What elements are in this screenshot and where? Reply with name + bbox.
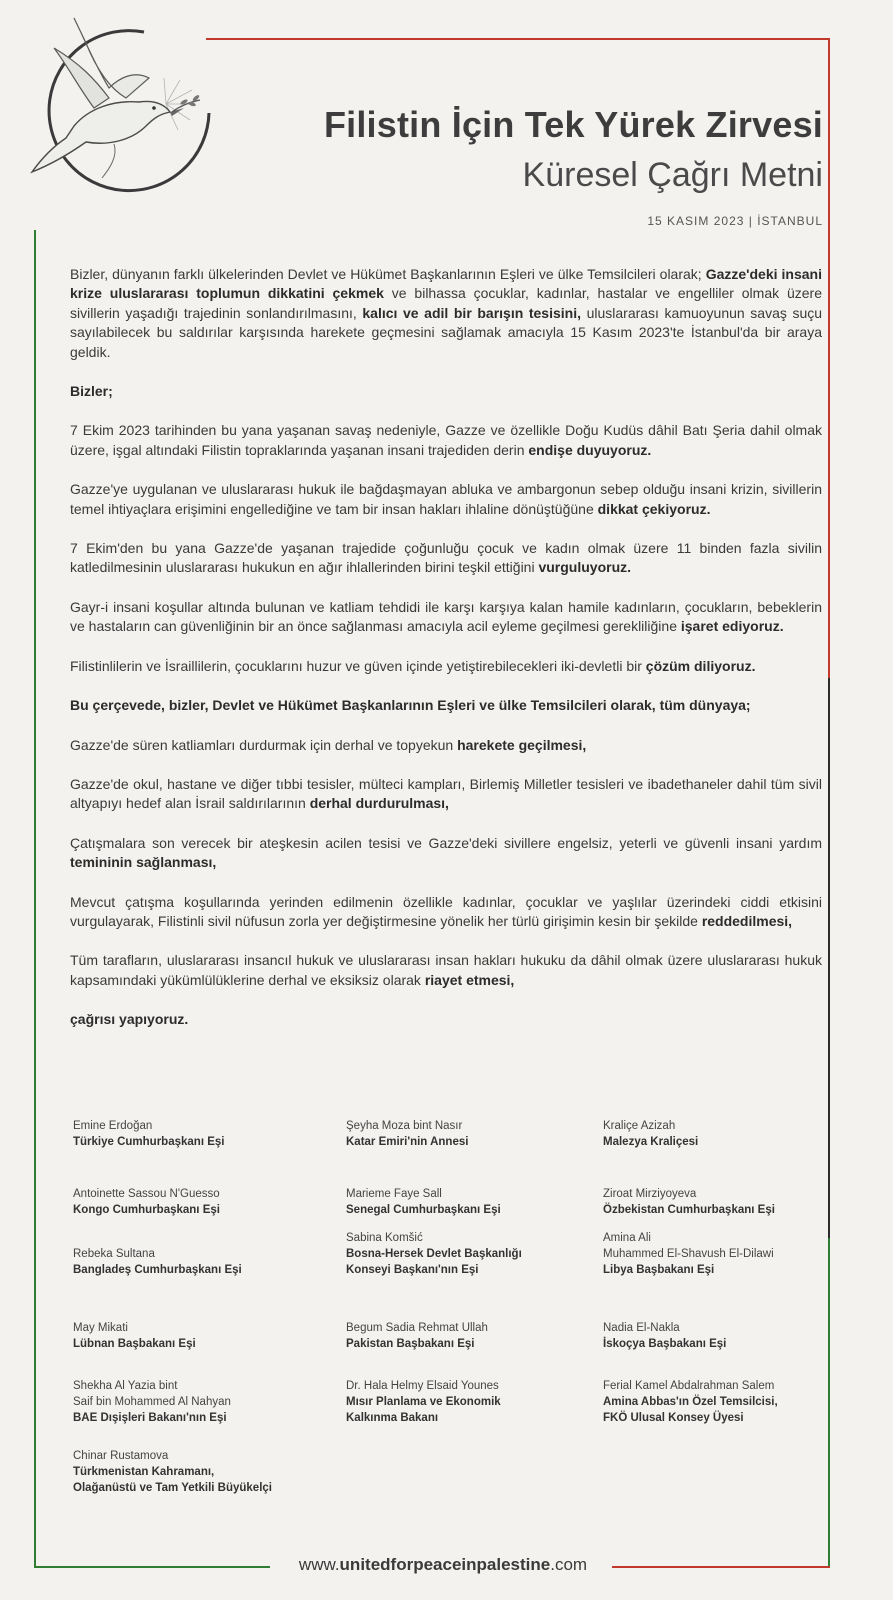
signatory-name: Saif bin Mohammed Al Nahyan [73,1396,231,1408]
paragraph-text: 7 Ekim'den bu yana Gazze'de yaşanan trajedide çoğunluğu çocuk ve kadın olmak üzere 11 binden fazla sivilin katledilmesinin uluslararası hukukun en ağır ihlallerinden birini teşkil ettiğini [70,540,822,576]
paragraph [70,480,822,519]
signatory-name: Begum Sadia Rehmat Ullah [346,1322,488,1334]
signatory [73,1246,242,1278]
paragraph [70,598,822,637]
emphasis-text: çağrısı yapıyoruz. [70,1011,189,1028]
signatory-title: Bangladeş Cumhurbaşkanı Eşi [73,1264,242,1276]
signatory [73,1118,224,1150]
signatory-name: Şeyha Moza bint Nasır [346,1120,463,1132]
emphasis-text: riayet etmesi, [424,971,515,988]
emphasis-text: vurguluyoruz. [538,559,632,576]
signatory [346,1378,501,1426]
dove-icon [14,8,214,198]
paragraph [70,951,822,990]
signatory-title: Konseyi Başkanı'nın Eşi [346,1264,479,1276]
frame-left-green-line [34,230,36,1568]
frame-right-dark-line [828,678,830,1238]
signatory-title: BAE Dışişleri Bakanı'nın Eşi [73,1412,227,1424]
paragraph-text: uluslararası kamuoyunun savaş suçu sayılabilecek bu saldırılar karşısında harekete geçmesini sağlamak amacıyla 15 Kasım 2023'te İstanbul'da bir araya geldik. [70,304,823,360]
signatory-name: Dr. Hala Helmy Elsaid Younes [346,1380,499,1392]
frame-top-red-line [206,38,830,40]
signatory-title: Pakistan Başbakanı Eşi [346,1338,475,1350]
signatory-title: İskoçya Başbakanı Eşi [603,1338,727,1350]
signatory [346,1320,488,1352]
date-location: 15 KASIM 2023 | İSTANBUL [647,214,823,228]
signatory-title: Bosna-Hersek Devlet Başkanlığı [346,1248,522,1260]
signatory-title: FKÖ Ulusal Konsey Üyesi [603,1412,744,1424]
signatory-title: Türkiye Cumhurbaşkanı Eşi [73,1136,225,1148]
paragraph-text: Tüm tarafların, uluslararası insancıl hukuk ve uluslararası insan hakları hukuku da dâhil olmak üzere uluslararası hukuk kapsamındaki yükümlülüklerine derhal ve eksiksiz olarak [70,952,822,988]
signatory [603,1230,774,1278]
paragraph [70,696,822,715]
signatory-name: Rebeka Sultana [73,1248,155,1260]
paragraph-text: Çatışmalara son verecek bir ateşkesin acilen tesisi ve Gazze'deki sivillere engelsiz, yeterli ve güvenli insani yardım [70,834,822,851]
emphasis-text: harekete geçilmesi, [457,736,587,753]
signatory-name: Ferial Kamel Abdalrahman Salem [603,1380,775,1392]
paragraph [70,539,822,578]
signatory-name: Sabina Komšić [346,1232,423,1244]
signatory [346,1186,501,1218]
signatory-title: Libya Başbakanı Eşi [603,1264,715,1276]
website-link[interactable] [282,1555,604,1575]
emphasis-text: reddedilmesi, [701,912,793,929]
signatory-title: Malezya Kraliçesi [603,1136,699,1148]
paragraph [70,834,822,873]
paragraph-text: Bizler, dünyanın farklı ülkelerinden Devlet ve Hükümet Başkanlarının Eşleri ve ülke Temsilcileri olarak; [70,266,706,282]
website-suffix: .com [550,1555,588,1574]
signatory-title: Mısır Planlama ve Ekonomik [346,1396,501,1408]
paragraph [70,265,822,362]
frame-right-green-line [828,1238,830,1568]
frame-right-red-line [828,38,830,678]
paragraph [70,657,822,676]
frame-bottom-green-line [34,1566,270,1568]
signatory-title: Özbekistan Cumhurbaşkanı Eşi [603,1204,775,1216]
signatory-title: Türkmenistan Kahramanı, [73,1466,215,1478]
emphasis-text: kalıcı ve adil bir barışın tesisini, [362,304,581,321]
frame-bottom-red-line [612,1566,830,1568]
signatory-name: Emine Erdoğan [73,1120,153,1132]
signatory [73,1186,220,1218]
paragraph [70,1010,822,1029]
signatory-title: Kongo Cumhurbaşkanı Eşi [73,1204,220,1216]
page-subtitle: Küresel Çağrı Metni [522,156,823,194]
paragraph [70,775,822,814]
paragraph [70,382,822,401]
emphasis-text: çözüm diliyoruz. [645,657,756,674]
website-domain: unitedforpeaceinpalestine [339,1555,551,1574]
signatory-name: Chinar Rustamova [73,1450,169,1462]
signatory-title: Senegal Cumhurbaşkanı Eşi [346,1204,501,1216]
signatory-title: Katar Emiri'nin Annesi [346,1136,469,1148]
signatory-title: Lübnan Başbakanı Eşi [73,1338,196,1350]
signatory-title: Olağanüstü ve Tam Yetkili Büyükelçi [73,1482,272,1494]
signatory [603,1186,775,1218]
signatory [346,1118,468,1150]
paragraph-text: Gazze'de süren katliamları durdurmak için derhal ve topyekun [70,736,458,753]
signatory-name: Kraliçe Azizah [603,1120,676,1132]
emphasis-text: Bizler; [70,383,113,400]
emphasis-text: Gazze'deki insani krize uluslararası toplumun dikkatini çekmek [70,266,822,302]
signatory [73,1448,272,1496]
emphasis-text: işaret ediyoruz. [680,618,784,635]
signatory-name: May Mikati [73,1322,128,1334]
signatory [603,1378,778,1426]
paragraph [70,893,822,932]
emphasis-text: temininin sağlanması, [70,854,217,871]
paragraph [70,736,822,755]
signatory-title: Kalkınma Bakanı [346,1412,439,1424]
signatory-name: Nadia El-Nakla [603,1322,680,1334]
paragraph-text: Gazze'ye uygulanan ve uluslararası hukuk ile bağdaşmayan abluka ve ambargonun sebep olduğu insani krizin, sivillerin temel ihtiyaçlara erişimini engellediğine ve tam bir insan hakları ihlaline dönüştüğüne [70,481,822,517]
paragraph-text: ve bilhassa çocuklar, kadınlar, hastalar ve engelliler olmak üzere sivillerin yaşadığı trajedinin sonlandırılmasını, [70,285,823,321]
emphasis-text: dikkat çekiyoruz. [597,500,711,517]
signatory-name: Ziroat Mirziyoyeva [603,1188,697,1200]
declaration-body [70,265,822,1050]
signatory-name: Shekha Al Yazia bint [73,1380,178,1392]
signatory [603,1320,726,1352]
signatory-name: Marieme Faye Sall [346,1188,442,1200]
paragraph [70,421,822,460]
paragraph-text: Gazze'de okul, hastane ve diğer tıbbi tesisler, mülteci kampları, Birlemiş Milletler tesisleri ve ibadethaneler dahil tüm sivil altyapıyı hedef alan İsrail saldırılarının [70,775,822,812]
signatory-name: Antoinette Sassou N'Guesso [73,1188,220,1200]
website-prefix: www. [298,1555,340,1574]
page-title: Filistin İçin Tek Yürek Zirvesi [323,104,823,145]
signatory [73,1378,231,1426]
signatory [346,1230,522,1278]
emphasis-text: endişe duyuyoruz. [528,441,652,458]
signatory [603,1118,698,1150]
paragraph-text: 7 Ekim 2023 tarihinden bu yana yaşanan savaş nedeniyle, Gazze ve özellikle Doğu Kudüs dâhil Batı Şeria dahil olmak üzere, işgal altındaki Filistin topraklarında yaşanan insani trajediden derin [70,422,822,458]
signatory-title: Amina Abbas'ın Özel Temsilcisi, [603,1396,778,1408]
paragraph-text: Filistinlilerin ve İsraillilerin, çocuklarını huzur ve güven içinde yetiştirebilecekleri iki-devletli bir [70,657,646,674]
emphasis-text: Bu çerçevede, bizler, Devlet ve Hükümet Başkanlarının Eşleri ve ülke Temsilcileri olarak, tüm dünyaya; [70,697,751,714]
signatory-name: Muhammed El-Shavush El-Dilawi [603,1248,774,1260]
signatory [73,1320,196,1352]
signatory-name: Amina Ali [603,1232,651,1244]
paragraph-text: Gayr-i insani koşullar altında bulunan ve katliam tehdidi ile karşı karşıya kalan hamile kadınların, çocukların, bebeklerin ve hastaların can güvenliğinin bir an önce sağlanması amacıyla acil eyleme geçilmesi gerekliliğine [70,598,822,635]
emphasis-text: derhal durdurulması, [309,795,449,812]
paragraph-text: Mevcut çatışma koşullarında yerinden edilmenin özellikle kadınlar, çocuklar ve yaşlılar üzerindeki ciddi etkisini vurgulayarak, Filistinli sivil nüfusun zorla yer değiştirmesine yönelik her türlü girişimin kesin bir şekilde [70,893,822,929]
